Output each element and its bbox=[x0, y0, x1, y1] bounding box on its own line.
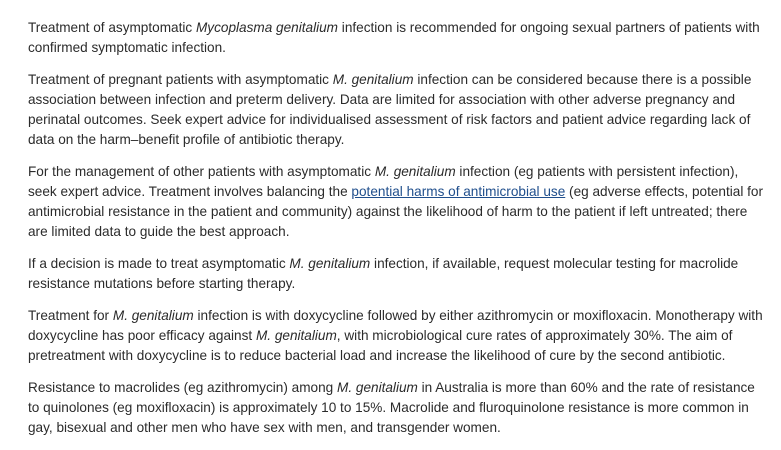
paragraph-text: infection (eg patients with persistent infection), seek expert advice. Treatment involves balancing the bbox=[28, 164, 739, 199]
paragraph-treatment bbox=[28, 306, 768, 366]
organism-name: M. genitalium bbox=[332, 72, 414, 87]
paragraph-text: in Australia is more than 60% and the rate of resistance to quinolones (eg moxifloxacin) is approximately 10 to 15%. Macrolide and fluroquinolone resistance is more common in gay, bisexual and other men who have sex with men, and transgender women. bbox=[28, 380, 755, 435]
paragraph-text: infection is recommended for ongoing sexual partners of patients with confirmed symptomatic infection. bbox=[28, 20, 760, 55]
organism-name: M. genitalium bbox=[337, 380, 418, 395]
paragraph-pregnancy bbox=[28, 70, 768, 150]
paragraph-text: (eg adverse effects, potential for antimicrobial resistance in the patient and community) against the likelihood of harm to the patient if left untreated; there are limited data to guide the best approach. bbox=[28, 184, 763, 239]
paragraph-text: infection can be considered because there is a possible association between infection and preterm delivery. Data are limited for association with other adverse pregnancy and perinatal outcomes. Seek expert advice for individualised assessment of risk factors and patient advice regarding lack of data on the harm–benefit profile of antibiotic therapy. bbox=[28, 72, 752, 147]
organism-name: M. genitalium bbox=[374, 164, 456, 179]
paragraph-text: infection, if available, request molecular testing for macrolide resistance mutations before starting therapy. bbox=[28, 256, 739, 291]
antimicrobial-harms-link[interactable]: potential harms of antimicrobial use bbox=[351, 184, 566, 199]
organism-name: M. genitalium bbox=[255, 328, 337, 343]
organism-name: M. genitalium bbox=[112, 308, 194, 323]
paragraph-resistance-rates bbox=[28, 378, 768, 438]
organism-name: M. genitalium bbox=[289, 256, 371, 271]
paragraph-other-patients bbox=[28, 162, 768, 242]
paragraph-text: Treatment of pregnant patients with asymptomatic bbox=[28, 72, 333, 87]
paragraph-text: Treatment for bbox=[28, 308, 113, 323]
paragraph-partners bbox=[28, 18, 768, 58]
organism-name: Mycoplasma genitalium bbox=[195, 20, 339, 35]
paragraph-text: infection is with doxycycline followed by either azithromycin or moxifloxacin. Monotherapy with doxycycline has poor efficacy against bbox=[28, 308, 763, 343]
paragraph-text: Treatment of asymptomatic bbox=[28, 20, 196, 35]
paragraph-text: , with microbiological cure rates of approximately 30%. The aim of pretreatment with doxycycline is to reduce bacterial load and increase the likelihood of cure by the second antibiotic. bbox=[28, 328, 733, 363]
document-body bbox=[28, 18, 768, 450]
paragraph-text: For the management of other patients with asymptomatic bbox=[28, 164, 375, 179]
paragraph-text: If a decision is made to treat asymptomatic bbox=[28, 256, 290, 271]
paragraph-text: Resistance to macrolides (eg azithromycin) among bbox=[28, 380, 338, 395]
paragraph-resistance-testing bbox=[28, 254, 768, 294]
